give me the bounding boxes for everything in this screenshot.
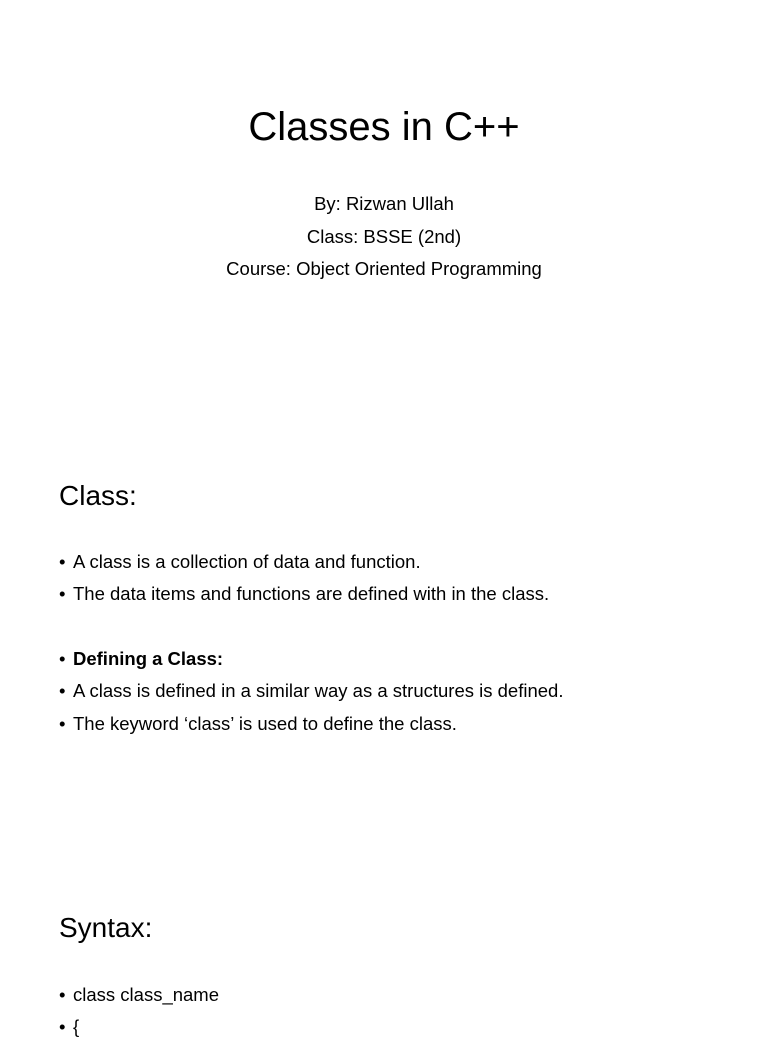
bullet-icon: • — [59, 647, 66, 669]
class-line: Class: BSSE (2nd) — [306, 225, 462, 247]
list-item: • { — [59, 1011, 219, 1043]
author-line: By: Rizwan Ullah — [314, 193, 454, 214]
list-item: • The keyword ‘class’ is used to define the class. — [59, 708, 563, 740]
bullet-icon: • — [59, 712, 66, 734]
list-item: • A class is defined in a similar way as a structures is defined. — [59, 675, 563, 707]
list-item: • The data items and functions are defined with in the class. — [59, 578, 563, 610]
title-slide-meta — [0, 188, 768, 286]
bullet-icon: • — [59, 551, 66, 572]
bullet-icon: • — [59, 680, 66, 702]
bullet-icon: • — [59, 583, 66, 605]
course-line: Course: Object Oriented Programming — [226, 258, 542, 279]
list-item: • A class is a collection of data and function. — [59, 546, 563, 578]
bullet-icon: • — [59, 1016, 66, 1038]
defining-class-subheading: Defining a Class: — [73, 647, 224, 669]
list-item — [59, 643, 563, 675]
class-bullet-list — [59, 546, 563, 740]
list-spacer — [59, 611, 563, 643]
class-section-heading: Class: — [59, 480, 137, 511]
list-item: • class class_name — [59, 979, 219, 1011]
presentation-title: Classes in C++ — [248, 105, 520, 149]
syntax-bullet-list — [59, 979, 219, 1044]
bullet-icon: • — [59, 984, 66, 1005]
syntax-section-heading: Syntax: — [59, 912, 153, 943]
